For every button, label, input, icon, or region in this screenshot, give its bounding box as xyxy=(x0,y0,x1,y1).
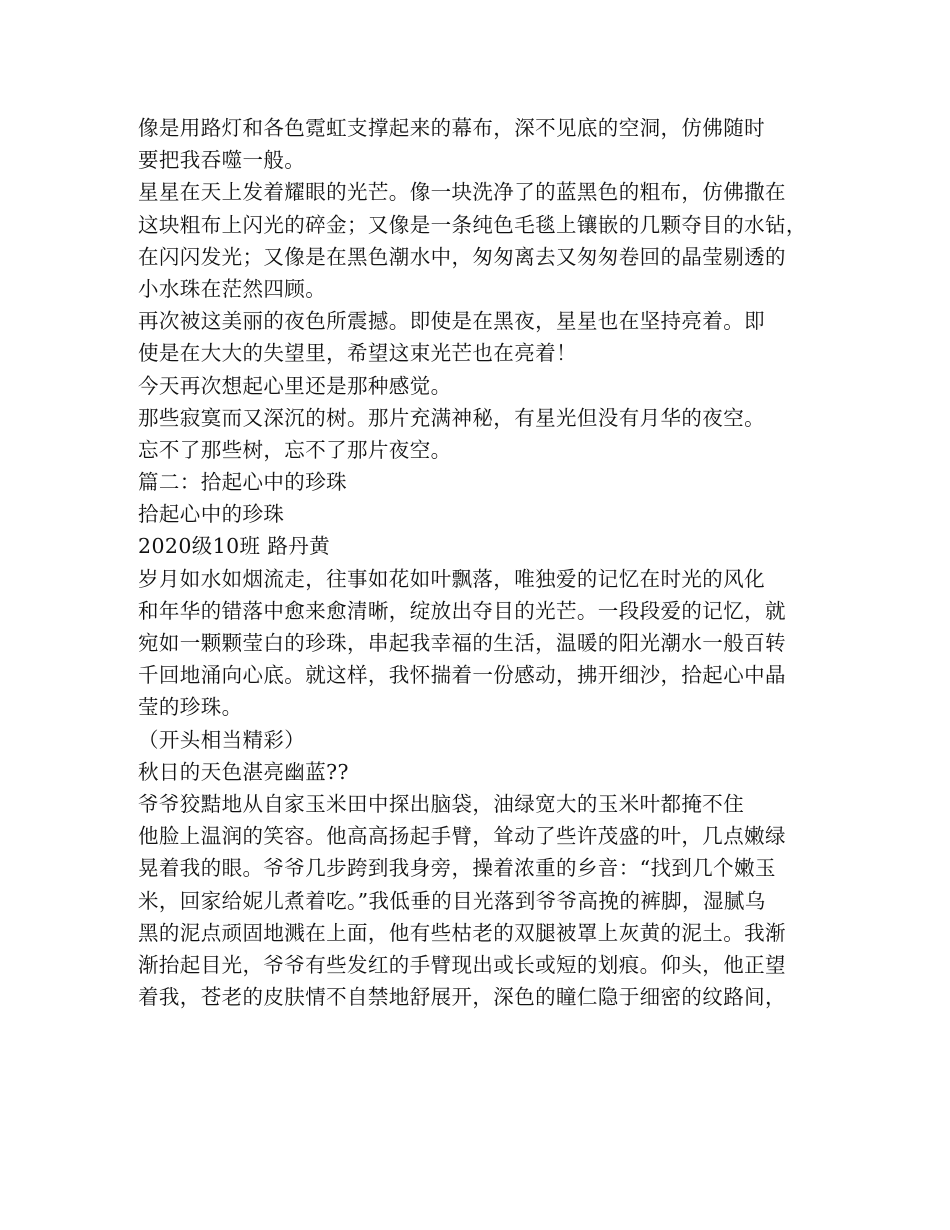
text-line-6: 小水珠在茫然四顾。 xyxy=(138,276,327,301)
text-line-23: 他脸上温润的笑容。他高高扬起手臂，耸动了些许茂盛的叶，几点嫩绿 xyxy=(138,824,786,849)
text-line-11: 忘不了那些树，忘不了那片夜空。 xyxy=(138,437,452,462)
author-line: 2020级10班 路丹黄 xyxy=(138,534,331,559)
text-line-19: 莹的珍珠。 xyxy=(138,695,243,720)
text-line-9: 今天再次想起心里还是那种感觉。 xyxy=(138,373,452,398)
text-line-22: 爷爷狡黠地从自家玉米田中探出脑袋，油绿宽大的玉米叶都掩不住 xyxy=(138,791,745,816)
text-line-2: 要把我吞噬一般。 xyxy=(138,148,306,173)
text-line-28: 着我，苍老的皮肤情不自禁地舒展开，深色的瞳仁隐于细密的纹路间， xyxy=(138,985,786,1010)
comment-line: （开头相当精彩） xyxy=(138,727,306,752)
text-line-17: 宛如一颗颗莹白的珍珠，串起我幸福的生活，温暖的阳光潮水一般百转 xyxy=(138,631,786,655)
text-line-24: 晃着我的眼。爷爷几步跨到我身旁，操着浓重的乡音：“找到几个嫩玉 xyxy=(138,856,776,881)
text-line-26: 黑的泥点顽固地溅在上面，他有些枯老的双腿被罩上灰黄的泥土。我渐 xyxy=(138,920,786,945)
text-line-21: 秋日的天色湛亮幽蓝?? xyxy=(138,759,349,784)
text-line-18: 千回地涌向心底。就这样，我怀揣着一份感动，拂开细沙，拾起心中晶 xyxy=(138,663,786,688)
text-line-27: 渐抬起目光，爷爷有些发红的手臂现出或长或短的划痕。仰头，他正望 xyxy=(138,952,786,977)
essay-title: 拾起心中的珍珠 xyxy=(138,502,285,527)
text-line-5: 在闪闪发光；又像是在黑色潮水中，匆匆离去又匆匆卷回的晶莹剔透的 xyxy=(138,244,786,269)
text-line-16: 和年华的错落中愈来愈清晰，绽放出夺目的光芒。一段段爱的记忆，就 xyxy=(138,598,786,623)
text-line-3: 星星在天上发着耀眼的光芒。像一块洗净了的蓝黑色的粗布，仿佛撒在 xyxy=(138,180,786,205)
text-line-15: 岁月如水如烟流走，往事如花如叶飘落，唯独爱的记忆在时光的风化 xyxy=(138,566,765,591)
section-heading: 篇二：拾起心中的珍珠 xyxy=(138,470,347,495)
text-line-7: 再次被这美丽的夜色所震撼。即使是在黑夜，星星也在坚持亮着。即 xyxy=(138,309,765,334)
text-line-25: 米，回家给妮儿煮着吃。”我低垂的目光落到爷爷高挽的裤脚，湿腻乌 xyxy=(138,888,766,913)
document-page xyxy=(138,112,828,1013)
text-line-4: 这块粗布上闪光的碎金；又像是一条纯色毛毯上镶嵌的几颗夺目的水钻， xyxy=(138,212,807,237)
text-line-1: 像是用路灯和各色霓虹支撑起来的幕布，深不见底的空洞，仿佛随时 xyxy=(138,116,765,140)
text-line-8: 使是在大大的失望里，希望这束光芒也在亮着！ xyxy=(138,341,577,366)
text-line-10: 那些寂寞而又深沉的树。那片充满神秘，有星光但没有月华的夜空。 xyxy=(138,405,765,430)
